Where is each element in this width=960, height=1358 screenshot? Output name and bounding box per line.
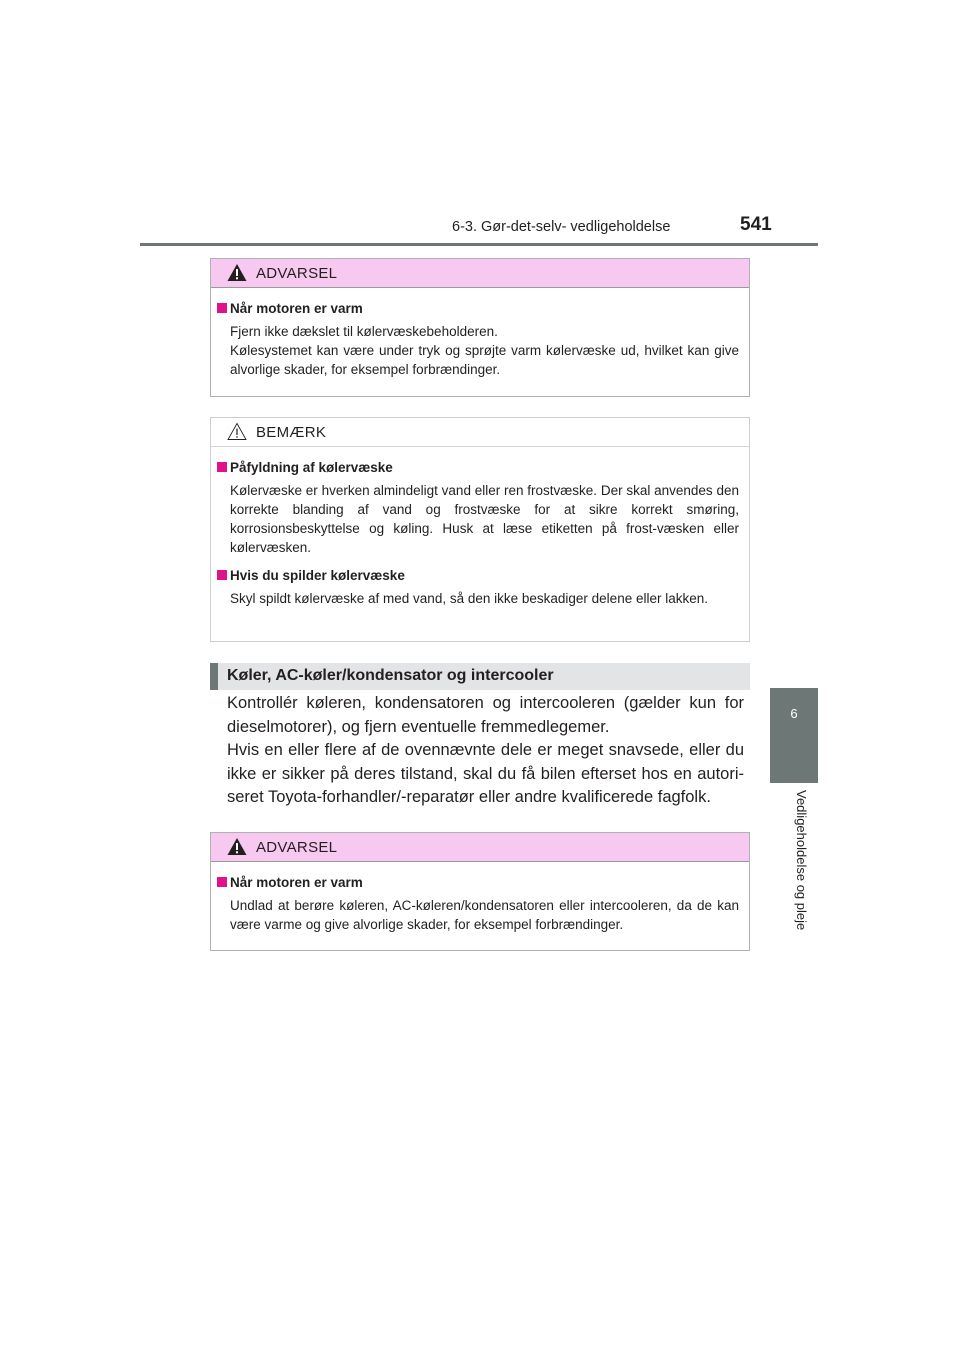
- warning-label: ADVARSEL: [256, 839, 338, 856]
- item-heading-text: Når motoren er varm: [230, 875, 363, 890]
- body-paragraph: Kontrollér køleren, kondensatoren og intercooleren (gælder kun for dieselmotorer), og fjern eventuelle fremmedlegemer.: [227, 694, 744, 736]
- item-heading: [217, 874, 739, 892]
- square-bullet-icon: [217, 570, 227, 580]
- page-number: 541: [740, 214, 772, 235]
- item-heading-text: Påfyldning af kølervæske: [230, 460, 393, 475]
- warning-box-2: [210, 832, 750, 951]
- notice-box: [210, 417, 750, 642]
- square-bullet-icon: [217, 877, 227, 887]
- item-text: Undlad at berøre køleren, AC-køleren/kondensatoren eller intercooleren, da de kan være varme og give alvorlige skader, for eksempel forbrændinger.: [230, 898, 739, 932]
- warning-triangle-icon: [227, 263, 247, 282]
- warning-box-1: [210, 258, 750, 397]
- item-text: Kølesystemet kan være under tryk og sprøjte varm kølervæske ud, hvilket kan give alvorlige skader, for eksempel forbrændinger.: [230, 343, 739, 377]
- warning-header: [211, 259, 749, 288]
- chapter-title: Vedligeholdelse og pleje: [794, 790, 809, 931]
- caution-triangle-outline-icon: [227, 422, 247, 441]
- square-bullet-icon: [217, 303, 227, 313]
- body-paragraph: Hvis en eller flere af de ovennævnte dele er meget snavsede, eller du ikke er sikker på deres tilstand, skal du få bilen efterset hos en autori-seret Toyota-forhandler/-reparatør eller andre kvalificerede fagfolk.: [227, 741, 744, 806]
- item-heading: [217, 567, 739, 585]
- item-heading: [217, 459, 739, 477]
- notice-header: [211, 418, 749, 447]
- chapter-tab: [770, 688, 818, 783]
- item-text: Fjern ikke dækslet til kølervæskebeholderen.: [230, 324, 498, 339]
- item-heading-text: Hvis du spilder kølervæske: [230, 568, 405, 583]
- item-text: Skyl spildt kølervæske af med vand, så den ikke beskadiger delene eller lakken.: [230, 591, 708, 606]
- chapter-number: 6: [790, 706, 798, 721]
- item-heading-text: Når motoren er varm: [230, 301, 363, 316]
- item-text: Kølervæske er hverken almindeligt vand eller ren frostvæske. Der skal anvendes den korrekte blanding af vand og frostvæske for at sikre korrekt smøring, korrosionsbeskyttelse og køling. Husk at læse etiketten på frost-væsken eller kølervæsken.: [230, 483, 739, 555]
- running-header: 6-3. Gør-det-selv- vedligeholdelse: [452, 219, 671, 235]
- warning-label: ADVARSEL: [256, 265, 338, 282]
- square-bullet-icon: [217, 462, 227, 472]
- section-heading: [210, 663, 750, 690]
- warning-triangle-icon: [227, 837, 247, 856]
- warning-header: [211, 833, 749, 862]
- section-title: Køler, AC-køler/kondensator og intercooler: [227, 667, 554, 684]
- item-heading: [217, 300, 739, 318]
- notice-label: BEMÆRK: [256, 424, 327, 441]
- header-rule: [140, 243, 818, 246]
- section-body: [227, 692, 744, 810]
